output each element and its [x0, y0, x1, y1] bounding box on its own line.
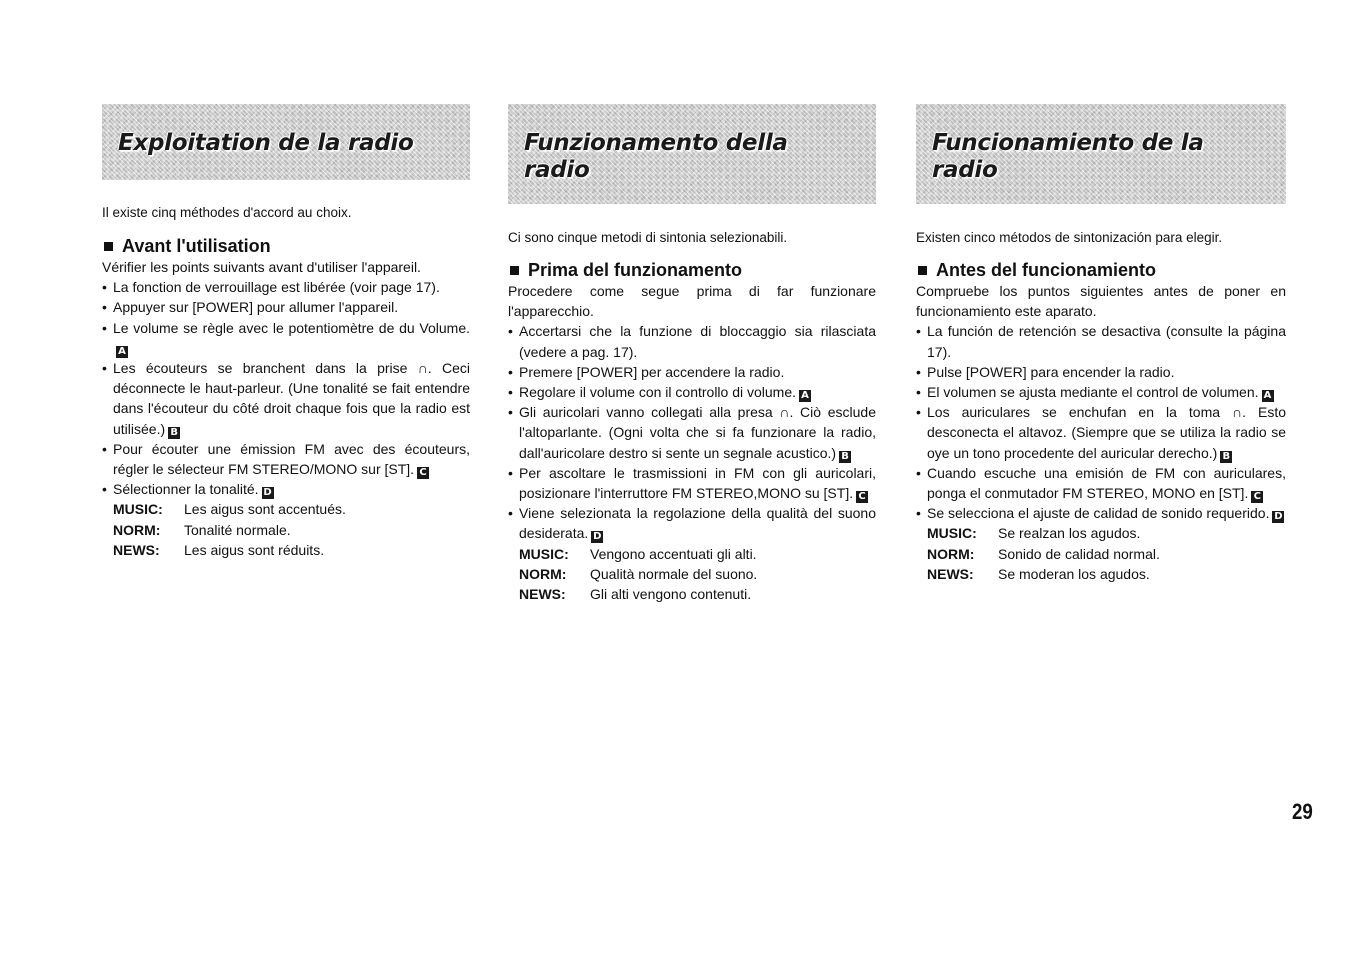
page-title: Funzionamento della radio: [524, 130, 788, 183]
intro-text: Il existe cinq méthodes d'accord au choix.: [102, 205, 352, 220]
tone-key: NEWS:: [519, 586, 566, 603]
list-item: [916, 321, 1286, 361]
list-item-text: Gli auricolari vanno collegati alla presa ∩. Ciò esclude l'altoparlante. (Ogni volta che si fa funzionare la radio, dall'auricolare destro si sente un segnale acustico.): [519, 404, 876, 461]
tone-row: [519, 564, 876, 584]
figure-reference-badge: B: [168, 427, 180, 439]
bullet-dot-icon: •: [102, 481, 107, 498]
list-item-text: Sélectionner la tonalité.: [113, 481, 259, 498]
bullet-dot-icon: •: [916, 363, 921, 380]
section-heading-text: Antes del funcionamiento: [936, 260, 1157, 280]
intro-text: Ci sono cinque metodi di sintonia selezionabili.: [508, 230, 788, 245]
list-item: [102, 358, 470, 439]
list-item: [508, 463, 876, 503]
bullet-dot-icon: •: [508, 323, 513, 340]
bullet-dot-icon: •: [102, 319, 107, 336]
list-item: [508, 503, 876, 543]
section-heading: [508, 259, 876, 281]
page-title: Funcionamiento de la radio: [932, 130, 1204, 183]
figure-reference-badge: B: [839, 451, 851, 463]
tone-value: Vengono accentuati gli alti.: [590, 545, 757, 562]
bullet-dot-icon: •: [508, 363, 513, 380]
list-item: [508, 321, 876, 361]
tone-row: [519, 544, 876, 564]
list-item: [102, 439, 470, 479]
tone-key: NEWS:: [927, 565, 974, 582]
section-heading: [102, 235, 470, 257]
tone-key: NORM:: [519, 565, 567, 582]
column-french: [102, 104, 470, 560]
tone-row: [927, 523, 1286, 543]
tone-key: MUSIC:: [113, 501, 163, 518]
list-item-text: Se selecciona el ajuste de calidad de sonido requerido.: [927, 505, 1270, 522]
figure-reference-badge: C: [417, 467, 429, 479]
list-item-text: La función de retención se desactiva (consulte la página 17).: [927, 323, 1286, 360]
section-intro: Compruebe los puntos siguientes antes de poner en funcionamiento este aparato.: [916, 283, 1286, 320]
bullet-dot-icon: •: [916, 323, 921, 340]
list-item-text: Los auriculares se enchufan en la toma ∩. Esto desconecta el altavoz. (Siempre que se utiliza la radio se oye un tono procedente del auricular derecho.): [927, 404, 1286, 461]
bullet-dot-icon: •: [916, 464, 921, 481]
section-heading-text: Prima del funzionamento: [528, 260, 743, 280]
tone-row: [519, 584, 876, 604]
title-banner: [508, 104, 876, 204]
figure-reference-badge: C: [1251, 491, 1263, 503]
tone-list: [927, 523, 1286, 584]
bullet-dot-icon: •: [508, 505, 513, 522]
list-item-text: Regolare il volume con il controllo di volume.: [519, 384, 797, 401]
list-item-text: Appuyer sur [POWER] pour allumer l'appareil.: [113, 299, 399, 316]
bullet-dot-icon: •: [508, 384, 513, 401]
tone-row: [113, 499, 470, 519]
list-item: [102, 318, 470, 358]
title-banner: [916, 104, 1286, 204]
square-bullet-icon: [510, 266, 519, 275]
bullet-dot-icon: •: [916, 384, 921, 401]
list-item: [102, 297, 470, 317]
bullet-dot-icon: •: [102, 360, 107, 377]
tone-list: [519, 544, 876, 605]
list-item: [102, 479, 470, 499]
list-item-text: Cuando escuche una emisión de FM con auriculares, ponga el conmutador FM STEREO, MONO en [ST].: [927, 464, 1286, 502]
tone-list: [113, 499, 470, 560]
column-italian: [508, 104, 876, 604]
intro-text: Existen cinco métodos de sintonización para elegir.: [916, 230, 1223, 245]
bullet-list: [102, 277, 470, 499]
column-spanish: [916, 104, 1286, 584]
figure-reference-badge: C: [856, 491, 868, 503]
figure-reference-badge: D: [1274, 511, 1283, 523]
tone-row: [113, 540, 470, 560]
tone-value: Les aigus sont réduits.: [184, 541, 325, 558]
tone-value: Tonalité normale.: [184, 521, 291, 538]
list-item: [916, 402, 1286, 463]
tone-value: Se realzan los agudos.: [998, 525, 1141, 542]
list-item-text: Viene selezionata la regolazione della qualità del suono desiderata.: [519, 505, 876, 542]
bullet-dot-icon: •: [102, 279, 107, 296]
tone-row: [113, 520, 470, 540]
bullet-dot-icon: •: [508, 464, 513, 481]
figure-reference-badge: A: [1262, 390, 1274, 402]
list-item-text: Le volume se règle avec le potentiomètre de du Volume.: [113, 319, 470, 336]
page-title: Exploitation de la radio: [118, 130, 414, 156]
figure-reference-badge: D: [263, 487, 272, 499]
list-item-text: Accertarsi che la funzione di bloccaggio sia rilasciata (vedere a pag. 17).: [519, 323, 876, 360]
tone-value: Sonido de calidad normal.: [998, 545, 1160, 562]
tone-key: MUSIC:: [519, 545, 569, 562]
section-heading-text: Avant l'utilisation: [122, 236, 271, 256]
tone-value: Se moderan los agudos.: [998, 565, 1150, 582]
list-item: [916, 503, 1286, 523]
figure-reference-badge: B: [1220, 451, 1232, 463]
section-heading: [916, 259, 1286, 281]
list-item: [508, 402, 876, 463]
list-item: [508, 362, 876, 382]
tone-value: Les aigus sont accentués.: [184, 501, 346, 518]
bullet-dot-icon: •: [508, 404, 513, 421]
bullet-dot-icon: •: [916, 505, 921, 522]
list-item-text: La fonction de verrouillage est libérée (voir page 17).: [113, 279, 440, 296]
figure-reference-badge: D: [593, 531, 602, 543]
list-item: [916, 362, 1286, 382]
square-bullet-icon: [104, 242, 113, 251]
list-item-text: Pulse [POWER] para encender la radio.: [927, 363, 1175, 380]
tone-row: [927, 544, 1286, 564]
page-number: 29: [1292, 799, 1313, 824]
square-bullet-icon: [918, 266, 927, 275]
bullet-dot-icon: •: [916, 404, 921, 421]
tone-value: Qualità normale del suono.: [590, 565, 758, 582]
tone-value: Gli alti vengono contenuti.: [590, 586, 752, 603]
section-intro: Vérifier les points suivants avant d'utiliser l'appareil.: [102, 259, 421, 275]
section-intro: Procedere come segue prima di far funzionare l'apparecchio.: [508, 283, 876, 320]
bullet-dot-icon: •: [102, 299, 107, 316]
bullet-list: [508, 321, 876, 543]
tone-key: NORM:: [113, 521, 161, 538]
bullet-list: [916, 321, 1286, 523]
list-item-text: Premere [POWER] per accendere la radio.: [519, 363, 785, 380]
list-item: [102, 277, 470, 297]
list-item-text: Pour écouter une émission FM avec des écouteurs, régler le sélecteur FM STEREO/MONO sur [ST].: [113, 440, 470, 478]
list-item-text: Les écouteurs se branchent dans la prise ∩. Ceci déconnecte le haut-parleur. (Une tonalité se fait entendre dans l'écouteur du côté droit chaque fois que la radio est utilisée.): [113, 360, 470, 437]
list-item: [916, 382, 1286, 402]
list-item: [916, 463, 1286, 503]
list-item: [508, 382, 876, 402]
list-item-text: Per ascoltare le trasmissioni in FM con gli auricolari, posizionare l'interruttore FM STEREO,MONO su [ST].: [519, 464, 876, 502]
title-banner: [102, 104, 470, 180]
list-item-text: El volumen se ajusta mediante el control de volumen.: [927, 384, 1259, 401]
tone-key: NEWS:: [113, 541, 160, 558]
tone-key: MUSIC:: [927, 525, 977, 542]
tone-key: NORM:: [927, 545, 975, 562]
figure-reference-badge: A: [799, 390, 811, 402]
figure-reference-badge: A: [116, 346, 128, 358]
tone-row: [927, 564, 1286, 584]
bullet-dot-icon: •: [102, 440, 107, 457]
